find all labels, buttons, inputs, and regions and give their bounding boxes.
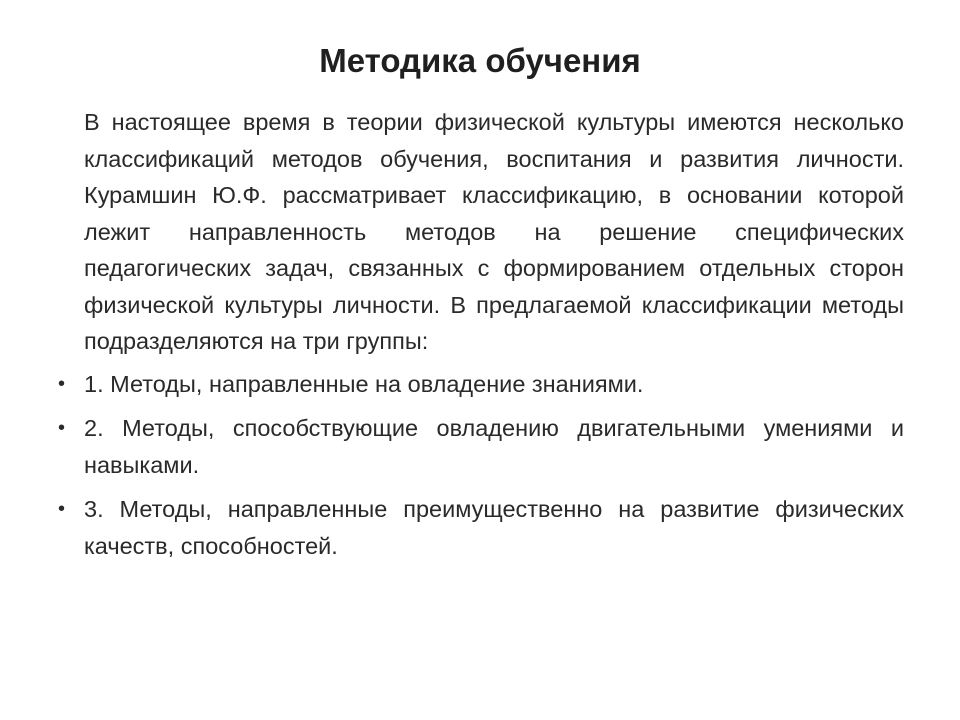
bullet-text: 2. Методы, способствующие овладению двигательными умениями и навыками. xyxy=(84,415,904,478)
bullet-icon: • xyxy=(58,417,66,439)
slide-content xyxy=(56,104,904,572)
bullet-item-3 xyxy=(56,491,904,564)
bullet-list xyxy=(56,366,904,565)
bullet-icon: • xyxy=(58,498,66,520)
bullet-item-2 xyxy=(56,410,904,483)
bullet-item-1 xyxy=(56,366,904,403)
bullet-icon: • xyxy=(58,372,66,395)
intro-paragraph: В настоящее время в теории физической культуры имеются несколько классификаций методов обучения, воспитания и развития личности. Курамшин Ю.Ф. рассматривает классификацию, в основании которой лежит направленность методов на решение специфических педагогических задач, связанных с формированием отдельных сторон физической культуры личности. В предлагаемой классификации методы подразделяются на три группы: xyxy=(84,109,904,354)
slide-title: Методика обучения xyxy=(319,42,641,79)
bullet-text: 1. Методы, направленные на овладение знаниями. xyxy=(84,370,644,397)
bullet-text: 3. Методы, направленные преимущественно на развитие физических качеств, способностей. xyxy=(84,496,904,559)
